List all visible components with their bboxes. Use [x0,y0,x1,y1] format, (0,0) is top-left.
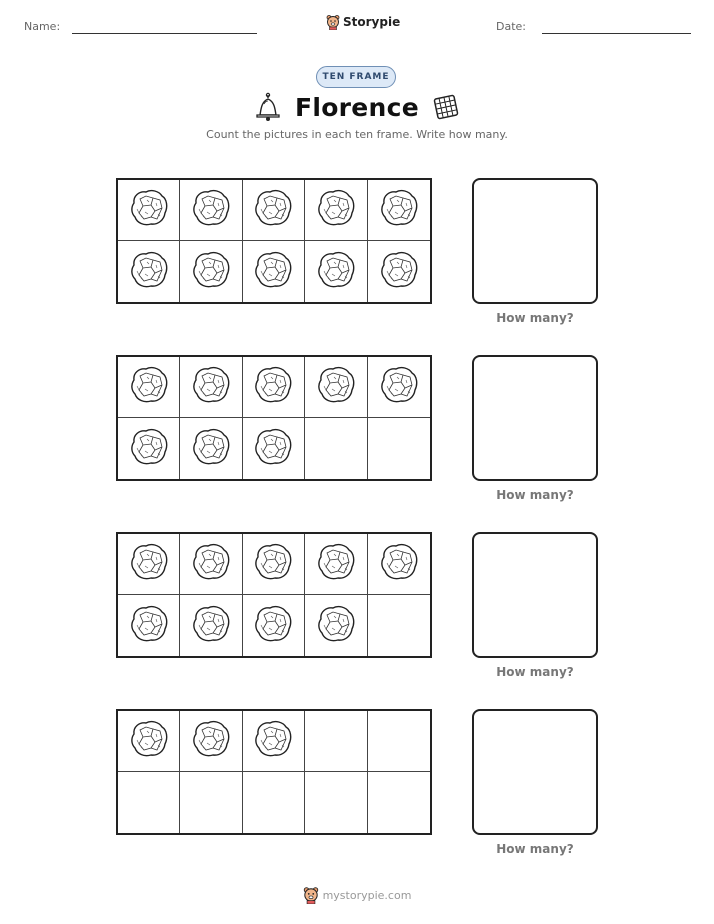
rock-icon [127,718,171,764]
ten-frame-cell [180,357,242,418]
bell-icon [255,92,281,122]
rock-icon [127,249,171,295]
rock-icon [251,718,295,764]
ten-frame-cell [243,595,305,656]
ten-frame-cell [118,534,180,595]
ten-frame-cell [368,357,430,418]
ten-frame-cell [243,180,305,241]
rock-icon [314,187,358,233]
footer-url[interactable]: mystorypie.com [322,888,412,902]
answer-box[interactable] [472,532,598,658]
ten-frame-cell [180,418,242,479]
rock-icon [189,364,233,410]
ten-frame-cell [243,534,305,595]
rock-icon [189,541,233,587]
ten-frame [116,532,432,658]
waffle-icon [433,94,459,120]
title-row [0,92,714,122]
ten-frame-cell [180,534,242,595]
ten-frame-cell [368,180,430,241]
rock-icon [251,541,295,587]
ten-frame-cell [243,772,305,833]
rock-icon [189,187,233,233]
ten-frame-cell [118,772,180,833]
ten-frame-cell [305,534,367,595]
how-many-label: How many? [496,488,574,502]
answer-box[interactable] [472,709,598,835]
rock-icon [251,603,295,649]
storypie-mascot-icon [303,886,319,904]
rock-icon [127,187,171,233]
how-many-label: How many? [496,311,574,325]
page-title: Florence [294,92,420,122]
rock-icon [314,249,358,295]
ten-frame-cell [305,357,367,418]
rock-icon [314,364,358,410]
rock-icon [189,426,233,472]
rock-icon [251,249,295,295]
ten-frame-cell [180,711,242,772]
brand-logo [326,14,400,30]
ten-frame-cell [118,180,180,241]
ten-frame-cell [243,241,305,302]
rock-icon [251,426,295,472]
ten-frame-cell [305,418,367,479]
rock-icon [127,364,171,410]
rock-icon [251,364,295,410]
ten-frame-cell [305,180,367,241]
ten-frame-cell [118,711,180,772]
rock-icon [377,364,421,410]
ten-frame-cell [368,595,430,656]
ten-frame-cell [368,418,430,479]
rock-icon [189,603,233,649]
date-line[interactable] [542,33,691,34]
ten-frame-cell [118,357,180,418]
rock-icon [377,249,421,295]
date-label: Date: [496,20,526,33]
ten-frame-cell [243,357,305,418]
ten-frame-cell [243,418,305,479]
ten-frame [116,709,432,835]
ten-frame-cell [368,534,430,595]
ten-frame [116,355,432,481]
ten-frame-cell [368,241,430,302]
worksheet-type-badge: TEN FRAME [316,66,396,88]
ten-frame-cell [180,772,242,833]
storypie-mascot-icon [326,14,340,30]
rock-icon [314,541,358,587]
instructions: Count the pictures in each ten frame. Write how many. [206,128,508,141]
rock-icon [127,603,171,649]
ten-frame-cell [118,595,180,656]
rock-icon [377,541,421,587]
rock-icon [314,603,358,649]
ten-frame-cell [118,241,180,302]
ten-frame-cell [305,595,367,656]
rock-icon [189,249,233,295]
ten-frame-cell [305,241,367,302]
rock-icon [377,187,421,233]
ten-frame-cell [180,595,242,656]
ten-frame-cell [305,772,367,833]
rock-icon [189,718,233,764]
rock-icon [127,541,171,587]
rock-icon [127,426,171,472]
ten-frame-cell [243,711,305,772]
ten-frame-cell [180,180,242,241]
ten-frame [116,178,432,304]
ten-frame-cell [118,418,180,479]
ten-frame-cell [368,711,430,772]
answer-box[interactable] [472,178,598,304]
footer [0,886,714,904]
ten-frame-cell [368,772,430,833]
ten-frame-cell [305,711,367,772]
how-many-label: How many? [496,842,574,856]
name-label: Name: [24,20,61,33]
how-many-label: How many? [496,665,574,679]
name-line[interactable] [72,33,257,34]
brand-name: Storypie [343,15,401,29]
ten-frame-cell [180,241,242,302]
answer-box[interactable] [472,355,598,481]
rock-icon [251,187,295,233]
